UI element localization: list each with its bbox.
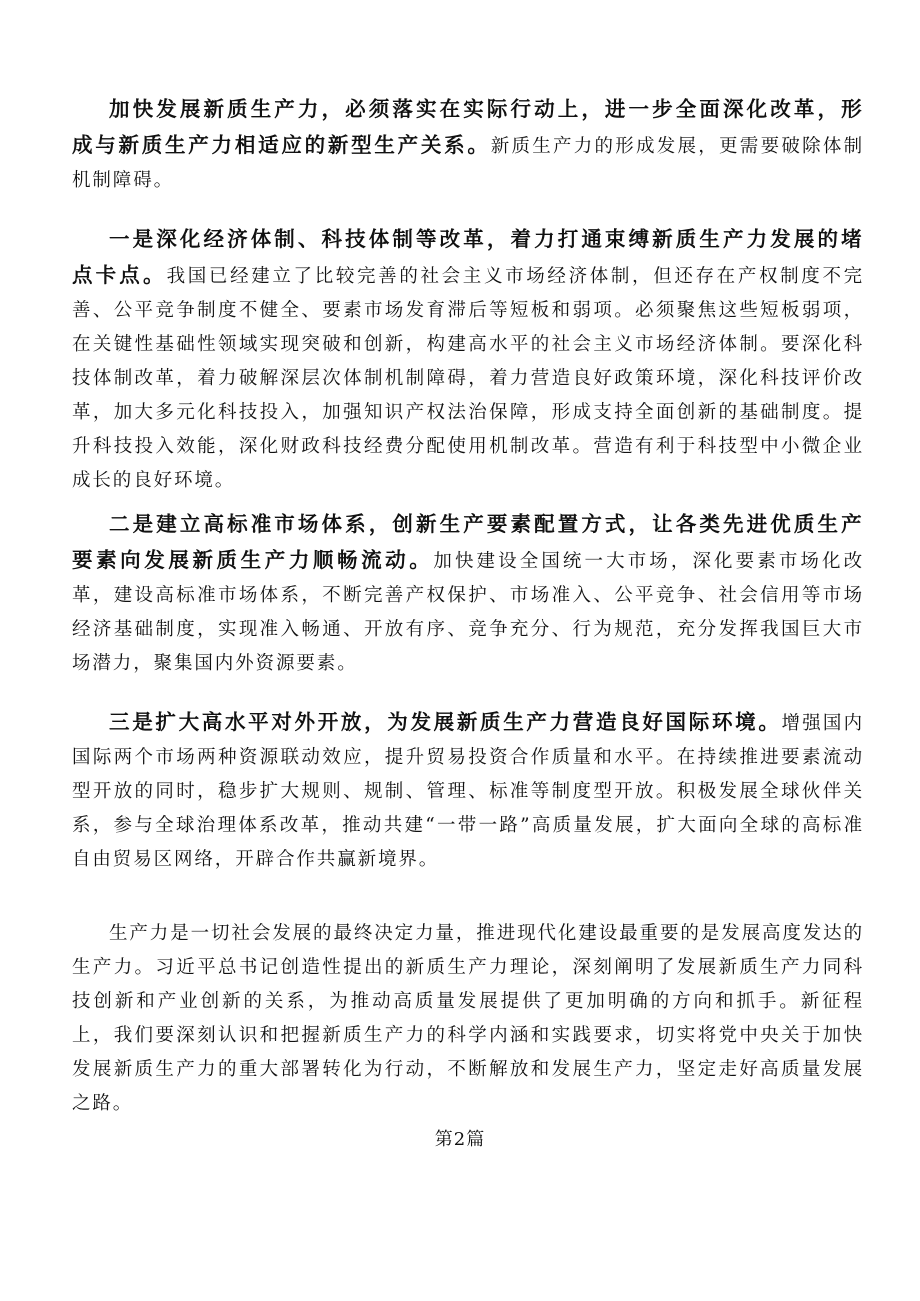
- paragraph-1-body: 新质生产力的形成发展，更需要破除体制机制障碍。: [72, 136, 865, 191]
- paragraph-3-body: 加快建设全国统一大市场，深化要素市场化改革，建设高标准市场体系，不断完善产权保护、市场准入、公平竞争、社会信用等市场经济基础制度，实现准入畅通、开放有序、竞争充分、行为规范，充分发挥我国巨大市场潜力，聚集国内外资源要素。: [72, 551, 865, 674]
- paragraph-2-lead: 一是深化经济体制、科技体制等改革，着力打通束缚新质生产力发展的堵点卡点。: [72, 227, 864, 287]
- paragraph-2: [72, 222, 864, 498]
- paragraph-3-lead: 二是建立高标准市场体系，创新生产要素配置方式，让各类先进优质生产要素向发展新质生产力顺畅流动。: [72, 512, 864, 572]
- paragraph-3: [72, 507, 864, 681]
- paragraph-4-lead: 三是扩大高水平对外开放，为发展新质生产力营造良好国际环境。: [109, 710, 782, 734]
- section-heading: 第2篇: [434, 1129, 486, 1150]
- paragraph-5: [72, 917, 864, 1121]
- paragraph-2-body: 我国已经建立了比较完善的社会主义市场经济体制，但还存在产权制度不完善、公平竞争制度不健全、要素市场发育滞后等短板和弱项。必须聚焦这些短板弱项，在关键性基础性领域实现突破和创新，构建高水平的社会主义市场经济体制。要深化科技体制改革，着力破解深层次体制机制障碍，着力营造良好政策环境，深化科技评价改革，加大多元化科技投入，加强知识产权法治保障，形成支持全面创新的基础制度。提升科技投入效能，深化财政科技经费分配使用机制改革。营造有利于科技型中小微企业成长的良好环境。: [72, 266, 864, 491]
- paragraph-4-body: 增强国内国际两个市场两种资源联动效应，提升贸易投资合作质量和水平。在持续推进要素流动型开放的同时，稳步扩大规则、规制、管理、标准等制度型开放。积极发展全球伙伴关系，参与全球治理体系改革，推动共建“一带一路”高质量发展，扩大面向全球的高标准自由贸易区网络，开辟合作共赢新境界。: [72, 713, 864, 870]
- paragraph-1-lead: 加快发展新质生产力，必须落实在实际行动上，进一步全面深化改革，形成与新质生产力相适应的新型生产关系。: [72, 97, 864, 157]
- paragraph-4: [72, 705, 864, 877]
- paragraph-1: [72, 92, 864, 198]
- paragraph-5-body: 生产力是一切社会发展的最终决定力量，推进现代化建设最重要的是发展高度发达的生产力。习近平总书记创造性提出的新质生产力理论，深刻阐明了发展新质生产力同科技创新和产业创新的关系，为推动高质量发展提供了更加明确的方向和抓手。新征程上，我们要深刻认识和把握新质生产力的科学内涵和实践要求，切实将党中央关于加快发展新质生产力的重大部署转化为行动，不断解放和发展生产力，坚定走好高质量发展之路。: [72, 923, 864, 1114]
